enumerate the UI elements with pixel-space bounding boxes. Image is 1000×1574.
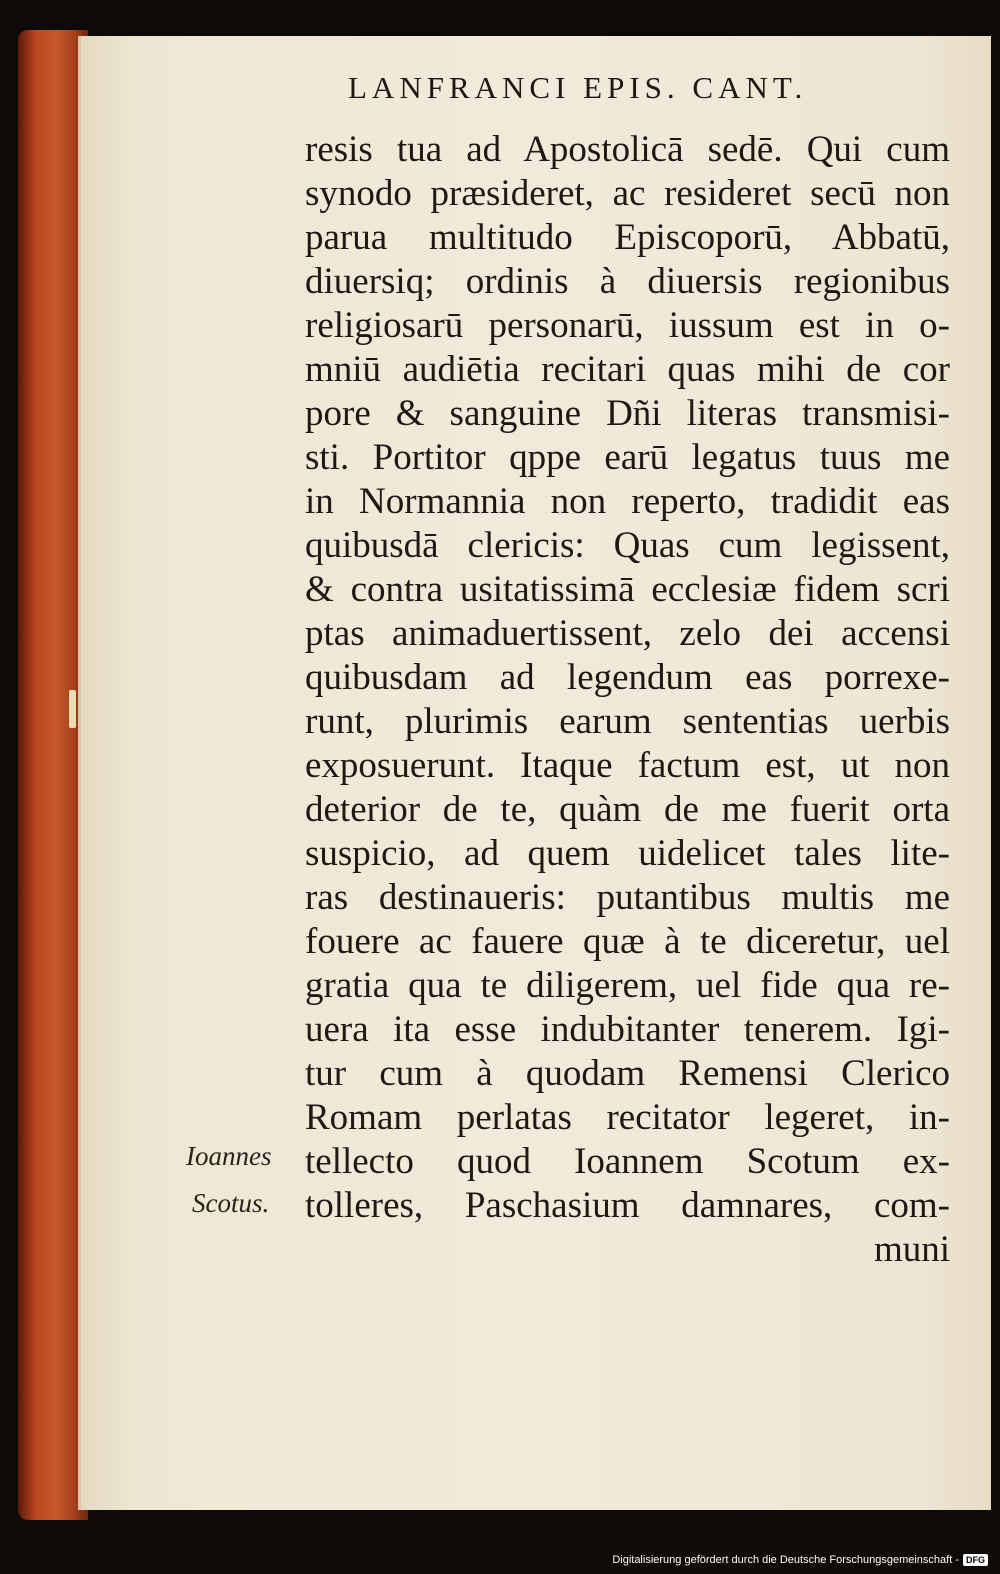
- running-head: LANFRANCI EPIS. CANT.: [348, 70, 808, 105]
- text-line: tolleres, Paschasium damnares, com-: [305, 1185, 950, 1226]
- digitization-footer: [612, 1550, 988, 1570]
- dfg-logo: DFG: [963, 1554, 988, 1566]
- text-line: synodo præsideret, ac resideret secū non: [305, 173, 950, 214]
- text-line: exposuerunt. Itaque factum est, ut non: [305, 745, 950, 786]
- text-line: in Normannia non reperto, tradidit eas: [305, 481, 950, 522]
- text-line: parua multitudo Episcoporū, Abbatū,: [305, 217, 950, 258]
- text-line: resis tua ad Apostolicā sedē. Qui cum: [305, 129, 950, 170]
- text-line: quibusdā clericis: Quas cum legissent,: [305, 525, 950, 566]
- text-line: runt, plurimis earum sententias uerbis: [305, 701, 950, 742]
- text-line: Romam perlatas recitator legeret, in-: [305, 1097, 950, 1138]
- margin-note: Ioannes: [186, 1141, 272, 1171]
- text-line: diuersiq; ordinis à diuersis regionibus: [305, 261, 950, 302]
- text-line: pore & sanguine Dñi literas transmisi-: [305, 393, 950, 434]
- text-line: fouere ac fauere quæ à te diceretur, uel: [305, 921, 950, 962]
- text-line: quibusdam ad legendum eas porrexe-: [305, 657, 950, 698]
- text-line: tellecto quod Ioannem Scotum ex-: [305, 1141, 950, 1182]
- edge-tab: [69, 690, 76, 728]
- margin-note: Scotus.: [192, 1188, 270, 1218]
- text-line: religiosarū personarū, iussum est in o-: [305, 305, 950, 346]
- catchword: muni: [873, 1229, 950, 1270]
- text-line: sti. Portitor qppe earū legatus tuus me: [305, 437, 950, 478]
- text-line: ptas animaduertissent, zelo dei accensi: [305, 613, 950, 654]
- text-line: suspicio, ad quem uidelicet tales lite-: [305, 833, 950, 874]
- text-line: & contra usitatissimā ecclesiæ fidem scri: [305, 569, 950, 610]
- body-text: [305, 128, 950, 1272]
- text-line: deterior de te, quàm de me fuerit orta: [305, 789, 950, 830]
- text-line: gratia qua te diligerem, uel fide qua re-: [305, 965, 950, 1006]
- text-line: ras destinaueris: putantibus multis me: [305, 877, 950, 918]
- text-line: mniū audiētia recitari quas mihi de cor: [305, 349, 950, 390]
- text-line: tur cum à quodam Remensi Clerico: [305, 1053, 950, 1094]
- footer-text: Digitalisierung gefördert durch die Deutsche Forschungsgemeinschaft -: [612, 1554, 959, 1566]
- text-line: uera ita esse indubitanter tenerem. Igi-: [305, 1009, 950, 1050]
